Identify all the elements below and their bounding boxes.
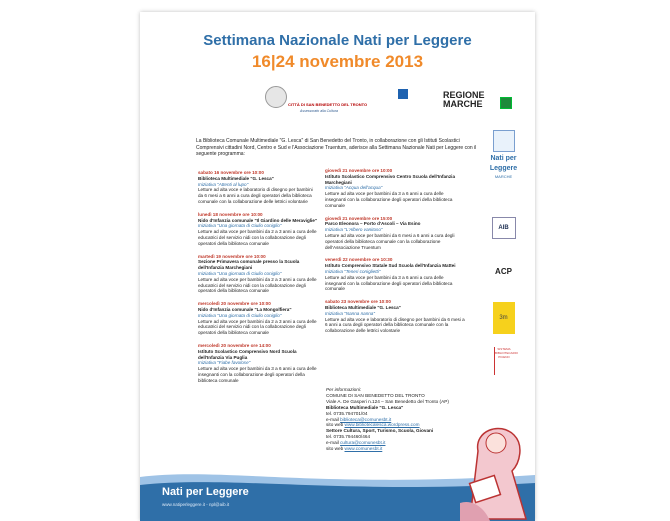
aib-logo <box>486 217 521 242</box>
event-desc: Letture ad alta voce per bambini da 3 a 6 anni a cura delle insegnanti con la collaborazione degli operatori della biblioteca comunale <box>325 191 453 208</box>
event-place: Biblioteca Multimediale "G. Lesca" <box>198 175 274 181</box>
event-item <box>325 299 465 334</box>
event-initiative: Iniziativa "Fiabe favolose" <box>198 360 251 366</box>
event-date: venerdì 22 novembre ore 10:30 <box>325 257 393 263</box>
event-initiative: Iniziativa "Nanna nanna" <box>325 310 375 316</box>
event-item <box>325 257 465 292</box>
poster-title: Settimana Nazionale Nati per Leggere <box>203 32 472 49</box>
event-date: martedì 19 novembre ore 10:00 <box>198 253 266 259</box>
info-line: Viale A. De Gasperi n.124 – San Benedetto del Tronto (AP) <box>326 398 449 404</box>
npl-logo-text-3: MARCHE <box>494 174 513 179</box>
npl-marche-logo <box>486 130 521 200</box>
event-initiative: Iniziativa "L'Albero vanitoso" <box>325 227 383 233</box>
event-place: Istituto Comprensivo Statale Sud Scuola dell'Infanzia Mattei <box>325 263 456 269</box>
event-item <box>198 170 318 205</box>
event-date: sabato 23 novembre ore 10:00 <box>325 299 391 305</box>
event-place: Sezione Primavera comunale presso la Scuola dell'Infanzia Marchegiani <box>198 259 300 271</box>
event-place: Istituto Scolastico Comprensivo Centro Scuola dell'Infanzia Marchegiani <box>325 173 455 185</box>
info-line: Settore Cultura, Sport, Turismo, Scuola, Giovani <box>326 428 434 434</box>
npl-logo-text-2: Leggere <box>489 165 518 172</box>
event-place: Nido d'Infanzia comunale "La Mongolfiera" <box>198 306 292 312</box>
npl-logo-text-1: Nati per <box>490 155 517 162</box>
event-desc: Letture ad alta voce per bambini da 2 a 3 anni a cura delle educatrici del servizio nidi con la collaborazione degli operatori della biblioteca comunale <box>198 229 317 246</box>
library-website-link[interactable]: www.bibliotecalesca.wordpress.com <box>344 422 420 428</box>
info-head: Per informazioni: <box>326 387 362 392</box>
sistema-logo-text: SISTEMA BIBLIOTECARIO PICENO <box>494 347 513 375</box>
info-line: tel. 0735.794460/464 <box>326 434 371 440</box>
mother-reading-illustration <box>460 407 535 521</box>
book-icon <box>493 130 515 152</box>
event-place: Biblioteca Multimediale "G. Lesca" <box>325 304 401 310</box>
event-date: sabato 16 novembre ore 10:00 <box>198 170 264 175</box>
library-email-link[interactable]: biblioteca@comunesbt.it <box>340 416 392 422</box>
event-initiative: Iniziativa "Acqua dell'acqua" <box>325 185 383 191</box>
footer-url: www.natiperleggere.it - npl@aib.it <box>162 502 230 507</box>
event-item <box>325 216 465 251</box>
region-logo-text-2: MARCHE <box>443 99 483 109</box>
event-place: Istituto Scolastico Comprensivo Nord Scuola dell'Infanzia Via Puglia <box>198 348 297 360</box>
info-line: Biblioteca Multimediale "G. Lesca" <box>326 404 404 410</box>
info-prefix: sito web <box>326 446 345 452</box>
poster-dates: 16|24 novembre 2013 <box>251 52 424 71</box>
events-right-column <box>325 168 465 341</box>
event-place: Nido d'Infanzia comunale "Il Giardino delle Meraviglie" <box>198 217 318 223</box>
intro-paragraph: La Biblioteca Comunale Multimediale "G. Lesca" di San Benedetto del Tronto, in collaborazione con gli Istituti Scolastici Comprensivi cittadini Nord, Centro e Sud e l'Associazione Truentum, aderisce alla Settimana Nazionale Nati per Leggere con il seguente programma: <box>196 138 477 157</box>
contact-info <box>326 387 466 452</box>
event-desc: Letture ad alta voce e laboratorio di disegno per bambini da 6 mesi a 6 anni a cura degli operatori della biblioteca comunale con la collaborazione delle lettrici volontarie <box>325 316 465 334</box>
event-date: giovedì 21 novembre ore 10:00 <box>325 168 393 173</box>
event-desc: Letture ad alta voce per bambini da 3 a 6 anni a cura delle insegnanti con la collaborazione degli operatori della biblioteca comunale <box>325 274 453 292</box>
events-left-column <box>198 170 318 391</box>
city-seal-icon <box>265 86 287 108</box>
event-date: giovedì 21 novembre ore 15:00 <box>325 215 393 221</box>
event-desc: Letture ad alta voce per bambini da 2 a 3 anni a cura delle educatrici del servizio nidi con la collaborazione degli operatori della biblioteca comunale <box>198 318 317 336</box>
event-item <box>325 168 465 209</box>
blue-flag-icon <box>398 89 408 99</box>
info-prefix: e-mail <box>326 416 341 422</box>
info-prefix: sito web <box>326 422 345 428</box>
info-web-row <box>326 446 466 452</box>
info-line: COMUNE DI SAN BENEDETTO DEL TRONTO <box>326 392 425 398</box>
aib-logo-text: AIB <box>492 217 516 239</box>
comune-website-link[interactable]: www.comunesbt.it <box>344 446 383 452</box>
acp-logo: ACP <box>495 267 512 276</box>
event-item <box>198 343 318 384</box>
region-logo-text-1: REGIONE <box>443 90 485 100</box>
event-item <box>198 212 318 247</box>
event-desc: Letture ad alta voce per bambini da 6 mesi a 6 anni a cura degli operatori della biblioteca comunale con la collaborazione dell'Associazione Truentum <box>325 232 455 250</box>
poster-page <box>140 12 535 521</box>
sistema-bibliotecario-logo <box>486 347 521 375</box>
region-mark-icon <box>500 97 512 109</box>
info-line: tel. 0735.794701/04 <box>326 410 368 416</box>
city-logo-subtext: Assessorato alla Cultura <box>300 109 338 113</box>
event-date: mercoledì 20 novembre ore 14:00 <box>198 342 271 348</box>
event-initiative: Iniziativa "Attenti al lupo" <box>198 181 249 187</box>
event-item <box>198 301 318 336</box>
event-item <box>198 254 318 295</box>
event-place: Parco Eleonora – Porto d'Ascoli – Via Esino <box>325 221 421 227</box>
event-initiative: Iniziativa "Una giornata di Giulio coniglio" <box>198 270 282 276</box>
footer-title: Nati per Leggere <box>162 486 249 498</box>
event-desc: Letture ad alta voce e laboratorio di disegno per bambini da 6 mesi a 6 anni a cura degli operatori della biblioteca comunale con la collaborazione delle lettrici volontarie <box>198 187 313 204</box>
culture-email-link[interactable]: cultura@comunesbt.it <box>340 440 386 446</box>
event-date: mercoledì 20 novembre ore 10:00 <box>198 301 271 307</box>
region-logo <box>443 91 485 109</box>
event-date: lunedì 18 novembre ore 10:00 <box>198 211 263 217</box>
event-desc: Letture ad alta voce per bambini da 2 a 3 anni a cura delle educatrici del servizio nidi con la collaborazione degli operatori della biblioteca comunale <box>198 276 317 294</box>
city-logo-text: CITTÀ DI SAN BENEDETTO DEL TRONTO <box>288 102 368 107</box>
3m-logo <box>486 302 521 334</box>
event-desc: Letture ad alta voce per bambini da 3 a 6 anni a cura delle insegnanti con la collaborazione degli operatori della biblioteca comunale <box>198 366 317 383</box>
info-prefix: e-mail <box>326 440 341 446</box>
event-initiative: Iniziativa "Una giornata di Giulio coniglio" <box>198 223 282 229</box>
3m-logo-text: 3m <box>493 302 515 334</box>
event-initiative: Iniziativa "Teneri coniglietti" <box>325 268 381 274</box>
event-initiative: Iniziativa "Una giornata di Giulio coniglio" <box>198 312 282 318</box>
